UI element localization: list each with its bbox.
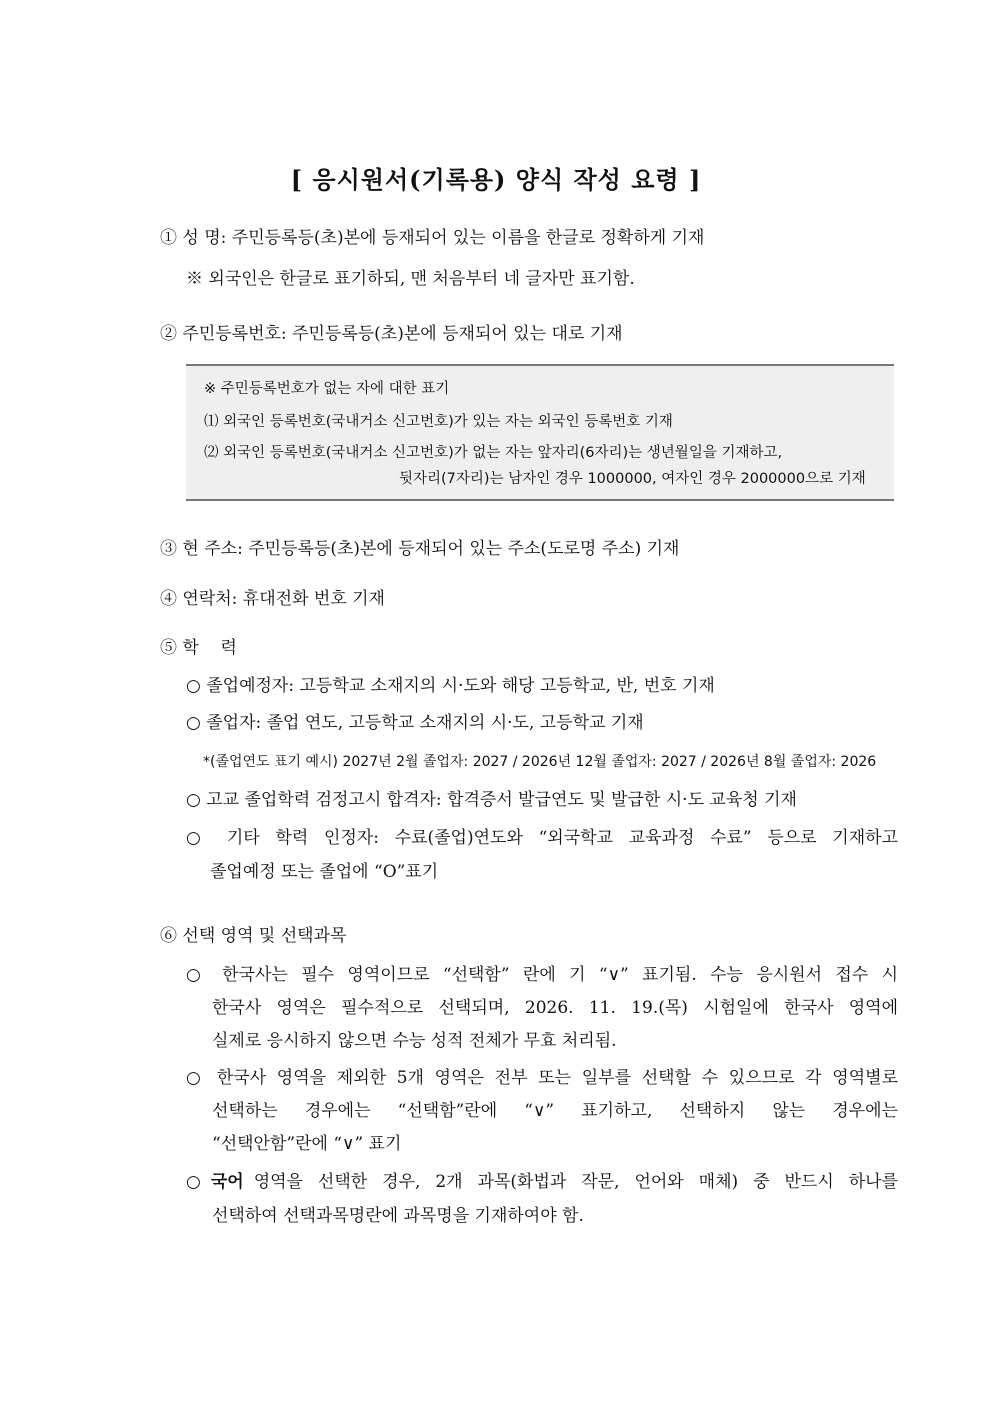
- subjects-bullet-3-line-2: 선택하여 선택과목명란에 과목명을 기재하여야 함.: [212, 1206, 584, 1226]
- graduation-year-example: *(졸업연도 표기 예시) 2027년 2월 졸업자: 2027 / 2026년 12월 졸업자: 2027 / 2026년 8월 졸업자: 2026: [203, 754, 877, 770]
- subjects-bullet-3-text: 영역을 선택한 경우, 2개 과목(화법과 작문, 언어와 매체) 중 반드시 하나를: [253, 1172, 898, 1192]
- resident-number-note-box: [186, 364, 894, 501]
- subjects-bullet-1-line-3: 실제로 응시하지 않으면 수능 성적 전체가 무효 처리됨.: [212, 1031, 617, 1051]
- section-1-name: ① 성 명: 주민등록등(초)본에 등재되어 있는 이름을 한글로 정확하게 기재: [160, 228, 705, 248]
- korean-subject-label: 국어: [210, 1172, 244, 1192]
- box-item-2-continued: 뒷자리(7자리)는 남자인 경우 1000000, 여자인 경우 2000000으로 기재: [399, 471, 866, 487]
- subjects-bullet-2-line-2: 선택하는 경우에는 “선택함”란에 “∨” 표기하고, 선택하지 않는 경우에는: [212, 1101, 898, 1121]
- section-2-resident-number: ② 주민등록번호: 주민등록등(초)본에 등재되어 있는 대로 기재: [160, 324, 623, 344]
- subjects-bullet-2-line-1: ○ 한국사 영역을 제외한 5개 영역은 전부 또는 일부를 선택할 수 있으므로 각 영역별로: [186, 1068, 898, 1088]
- education-bullet-ged: ○ 고교 졸업학력 검정고시 합격자: 합격증서 발급연도 및 발급한 시·도 교육청 기재: [186, 790, 797, 810]
- subjects-bullet-1-line-2: 한국사 영역은 필수적으로 선택되며, 2026. 11. 19.(목) 시험일에 한국사 영역에: [212, 998, 898, 1018]
- section-5-education: ⑤ 학 력: [160, 638, 237, 658]
- subjects-bullet-2-line-3: “선택안함”란에 “∨” 표기: [212, 1134, 402, 1154]
- education-bullet-expected-graduate: ○ 졸업예정자: 고등학교 소재지의 시·도와 해당 고등학교, 반, 번호 기재: [186, 676, 715, 696]
- document-title: [ 응시원서(기록용) 양식 작성 요령 ]: [290, 165, 702, 194]
- education-bullet-other-line-1: ○ 기타 학력 인정자: 수료(졸업)연도와 “외국학교 교육과정 수료” 등으로 기재하고: [186, 828, 898, 848]
- subjects-bullet-1-line-1: ○ 한국사는 필수 영역이므로 “선택함” 란에 기 “∨” 표기됨. 수능 응시원서 접수 시: [186, 965, 898, 985]
- education-bullet-other-line-2: 졸업예정 또는 졸업에 “O”표기: [210, 862, 439, 882]
- section-4-contact: ④ 연락처: 휴대전화 번호 기재: [160, 589, 385, 609]
- education-bullet-graduate: ○ 졸업자: 졸업 연도, 고등학교 소재지의 시·도, 고등학교 기재: [186, 713, 644, 733]
- subjects-bullet-3-line-1: [186, 1170, 898, 1194]
- section-1-note: ※ 외국인은 한글로 표기하되, 맨 처음부터 네 글자만 표기함.: [186, 269, 635, 289]
- section-3-address: ③ 현 주소: 주민등록등(초)본에 등재되어 있는 주소(도로명 주소) 기재: [160, 539, 680, 559]
- box-heading: ※ 주민등록번호가 없는 자에 대한 표기: [204, 381, 450, 397]
- box-item-1: ⑴ 외국인 등록번호(국내거소 신고번호)가 있는 자는 외국인 등록번호 기재: [204, 414, 673, 430]
- bullet-marker: ○: [186, 1172, 201, 1192]
- box-item-2: ⑵ 외국인 등록번호(국내거소 신고번호)가 없는 자는 앞자리(6자리)는 생년월일을 기재하고,: [204, 445, 783, 461]
- section-6-subjects: ⑥ 선택 영역 및 선택과목: [160, 926, 347, 946]
